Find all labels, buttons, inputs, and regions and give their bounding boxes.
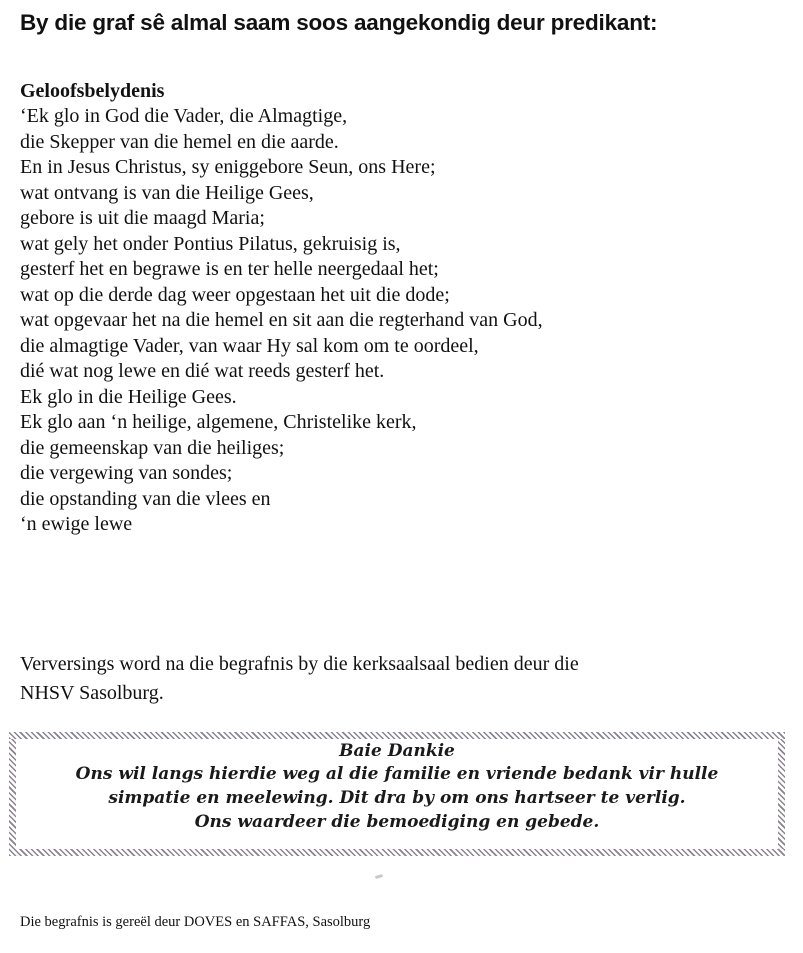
notice-line: Verversings word na die begrafnis by die kerksaalsaal bedien deur die bbox=[20, 653, 579, 675]
thank-you-line: Ons wil langs hierdie weg al die familie en vriende bedank vir hulle bbox=[75, 764, 719, 784]
footer-note: Die begrafnis is gereël deur DOVES en SAFFAS, Sasolburg bbox=[20, 914, 371, 930]
page-heading: By die graf sê almal saam soos aangekondig deur predikant: bbox=[20, 10, 658, 35]
creed-line: wat ontvang is van die Heilige Gees, bbox=[20, 181, 314, 204]
creed-line: Ek glo aan ‘n heilige, algemene, Christelike kerk, bbox=[20, 411, 417, 433]
creed-title: Geloofsbelydenis bbox=[20, 80, 165, 102]
refreshments-notice bbox=[20, 650, 760, 708]
thank-you-content bbox=[19, 740, 775, 834]
creed-line: wat gely het onder Pontius Pilatus, gekruisig is, bbox=[20, 232, 401, 255]
creed-line: gebore is uit die maagd Maria; bbox=[20, 207, 265, 229]
creed-section bbox=[20, 78, 543, 538]
creed-line: die gemeenskap van die heiliges; bbox=[20, 436, 285, 459]
thank-you-line: simpatie en meelewing. Dit dra by om ons hartseer te verlig. bbox=[108, 788, 686, 808]
creed-line: gesterf het en begrawe is en ter helle neergedaal het; bbox=[20, 258, 439, 280]
creed-line: die opstanding van die vlees en bbox=[20, 487, 271, 510]
thank-you-box bbox=[9, 732, 785, 856]
creed-line: die vergewing van sondes; bbox=[20, 462, 233, 484]
creed-line: En in Jesus Christus, sy eniggebore Seun, ons Here; bbox=[20, 156, 436, 178]
creed-line: ‘n ewige lewe bbox=[20, 513, 133, 535]
creed-line: die Skepper van die hemel en die aarde. bbox=[20, 130, 339, 153]
creed-lines bbox=[20, 104, 543, 538]
creed-line: wat opgevaar het na die hemel en sit aan die regterhand van God, bbox=[20, 309, 543, 331]
scan-smudge bbox=[375, 874, 384, 879]
creed-line: ‘Ek glo in God die Vader, die Almagtige, bbox=[20, 105, 348, 127]
creed-line: die almagtige Vader, van waar Hy sal kom om te oordeel, bbox=[20, 334, 479, 357]
creed-line: wat op die derde dag weer opgestaan het uit die dode; bbox=[20, 283, 450, 306]
thank-you-line: Ons waardeer die bemoediging en gebede. bbox=[194, 812, 600, 832]
thank-you-title: Baie Dankie bbox=[339, 741, 455, 761]
creed-line: Ek glo in die Heilige Gees. bbox=[20, 385, 237, 408]
notice-line: NHSV Sasolburg. bbox=[20, 682, 164, 704]
creed-line: dié wat nog lewe en dié wat reeds gesterf het. bbox=[20, 360, 385, 382]
